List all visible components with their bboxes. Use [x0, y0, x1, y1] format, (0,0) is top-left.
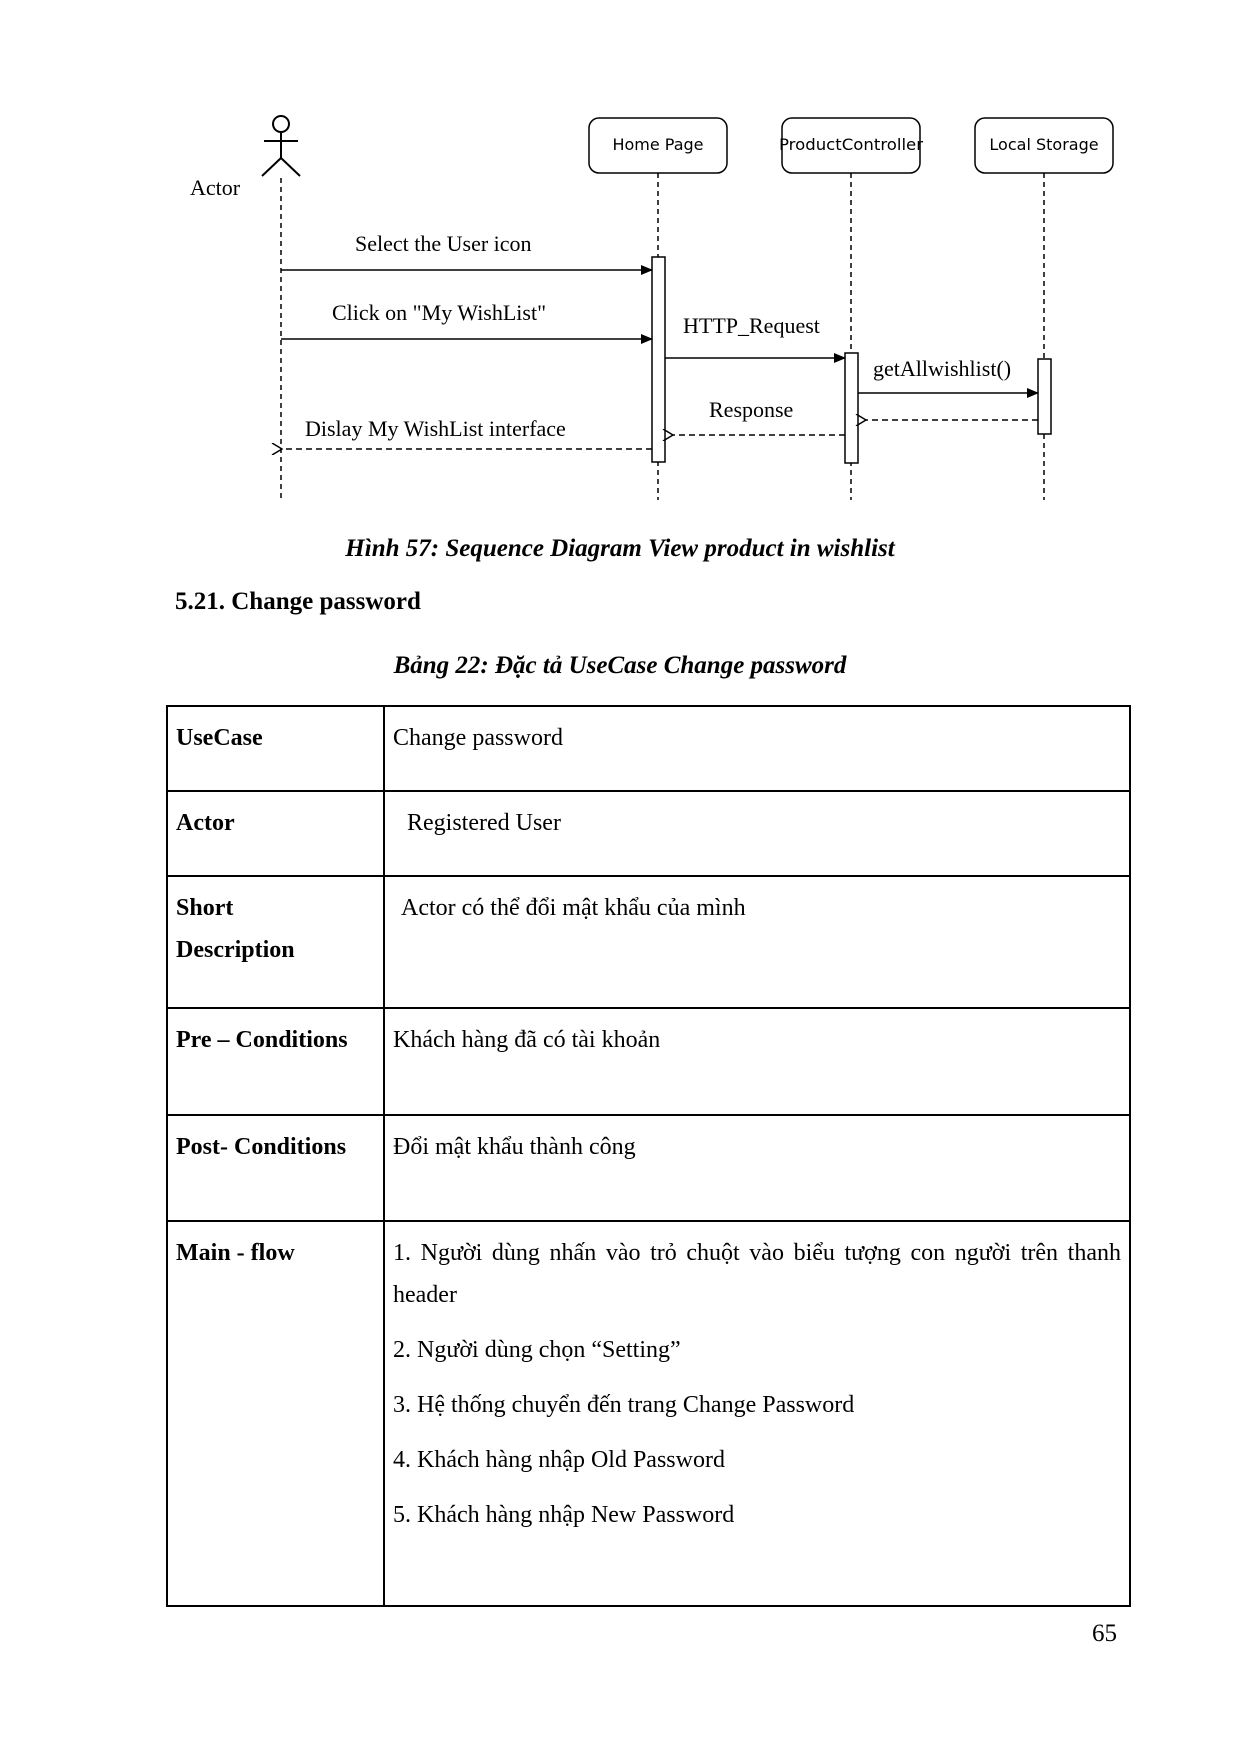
- pre-conditions-key: Pre – Conditions: [167, 1008, 384, 1115]
- usecase-table: [166, 705, 1131, 1607]
- table-row-usecase: [167, 706, 1130, 791]
- message-get-all-wishlist: getAllwishlist(): [873, 356, 1012, 381]
- message-http-request: HTTP_Request: [683, 313, 820, 338]
- usecase-key: UseCase: [167, 706, 384, 791]
- message-display-interface: Dislay My WishList interface: [305, 416, 566, 441]
- main-flow-step: 2. Người dùng chọn “Setting”: [393, 1337, 681, 1363]
- actor-key: Actor: [167, 791, 384, 876]
- main-flow-key: Main - flow: [167, 1221, 384, 1606]
- table-caption: Bảng 22: Đặc tả UseCase Change password: [393, 652, 847, 679]
- home-page-activation: [652, 257, 665, 462]
- table-row-short-description: [167, 876, 1130, 1008]
- short-description-value: Actor có thể đổi mật khẩu của mình: [384, 876, 1130, 1008]
- sequence-diagram: [0, 0, 1240, 520]
- actor-figure: [262, 116, 300, 176]
- post-conditions-value: Đổi mật khẩu thành công: [384, 1115, 1130, 1221]
- table-row-actor: [167, 791, 1130, 876]
- main-flow-steps: [393, 1232, 1121, 1536]
- local-storage-activation: [1038, 359, 1051, 434]
- page-number: 65: [1092, 1620, 1117, 1647]
- section-title: Change password: [231, 588, 421, 615]
- short-description-key-line2: Description: [176, 937, 295, 963]
- main-flow-step: 3. Hệ thống chuyển đến trang Change Password: [393, 1392, 855, 1418]
- short-description-key-line1: Short: [176, 895, 234, 921]
- main-flow-step: 1. Người dùng nhấn vào trỏ chuột vào biểu tượng con người trên thanh header: [393, 1240, 1121, 1308]
- section-heading: [175, 588, 421, 616]
- product-controller-activation: [845, 353, 858, 463]
- post-conditions-key: Post- Conditions: [167, 1115, 384, 1221]
- product-controller-label: ProductController: [779, 135, 924, 154]
- home-page-label: Home Page: [612, 135, 704, 154]
- table-row-main-flow: [167, 1221, 1130, 1606]
- table-row-pre-conditions: [167, 1008, 1130, 1115]
- pre-conditions-value: Khách hàng đã có tài khoản: [384, 1008, 1130, 1115]
- short-description-key: [167, 876, 384, 1008]
- local-storage-label: Local Storage: [989, 135, 1099, 154]
- main-flow-step: 4. Khách hàng nhập Old Password: [393, 1447, 725, 1473]
- message-click-wishlist: Click on "My WishList": [332, 300, 547, 325]
- section-number: 5.21.: [175, 588, 225, 615]
- main-flow-step: 5. Khách hàng nhập New Password: [393, 1502, 735, 1528]
- table-row-post-conditions: [167, 1115, 1130, 1221]
- figure-caption: Hình 57: Sequence Diagram View product in wishlist: [345, 535, 895, 562]
- message-select-user-icon: Select the User icon: [355, 231, 532, 256]
- main-flow-value: [384, 1221, 1130, 1606]
- message-response: Response: [709, 397, 794, 422]
- actor-label: Actor: [190, 175, 241, 200]
- actor-value: Registered User: [384, 791, 1130, 876]
- usecase-value: Change password: [384, 706, 1130, 791]
